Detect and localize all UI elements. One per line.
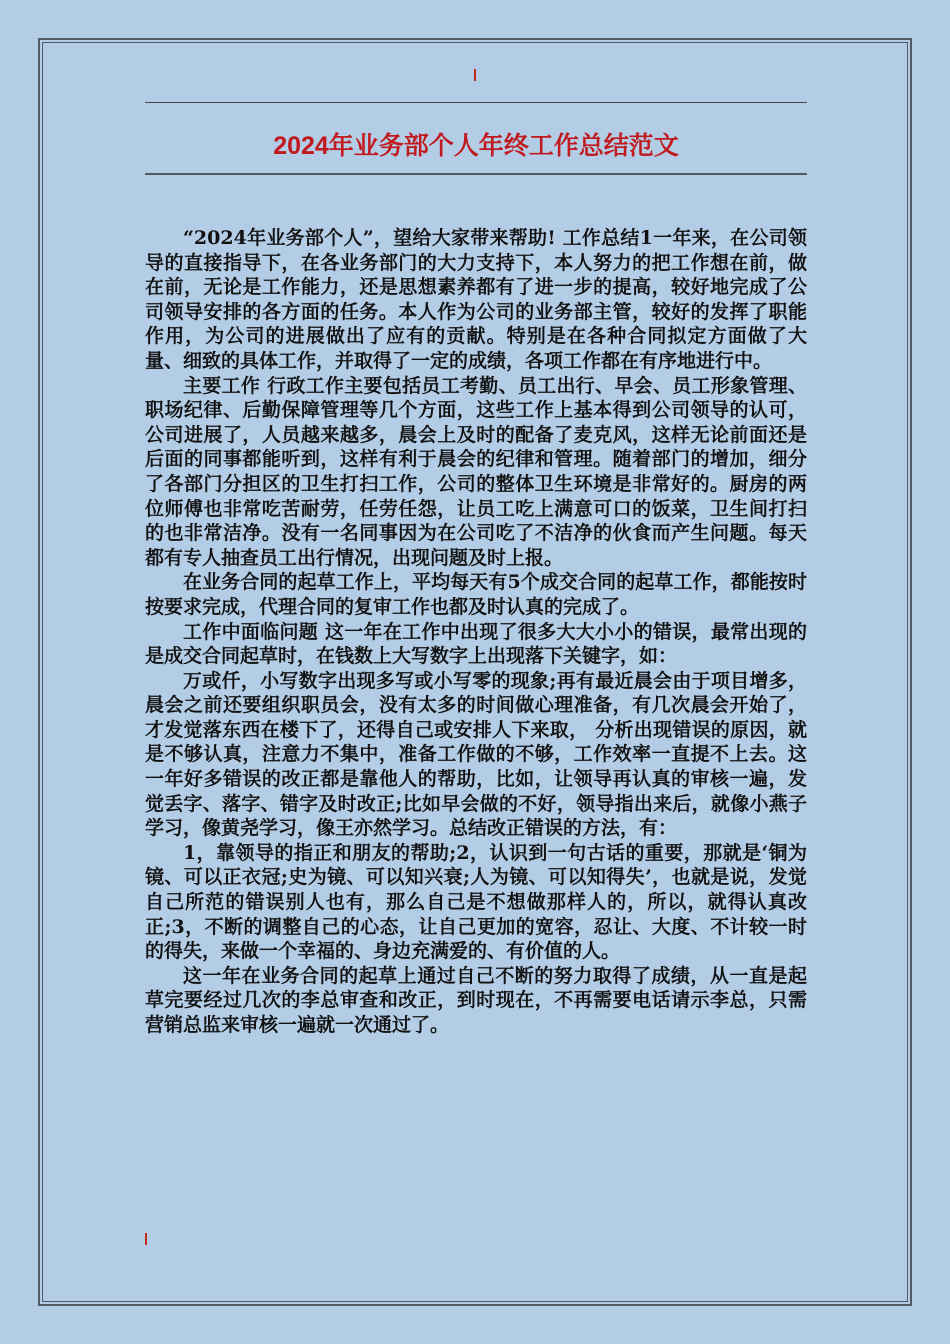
header-rule	[145, 102, 807, 103]
paragraph-contract-drafting: 在业务合同的起草工作上，平均每天有5个成交合同的起草工作，都能按时按要求完成，代理合同的复审工作也都及时认真的完成了。	[145, 571, 807, 618]
paragraph-achievements: 这一年在业务合同的起草上通过自己不断的努力取得了成绩，从一直是起草完要经过几次的李总审查和改正，到时现在，不再需要电话请示李总，只需营销总监来审核一遍就一次通过了。	[145, 964, 807, 1036]
header-cursor-mark	[474, 69, 476, 81]
title-underline-rule	[145, 173, 807, 175]
footer-cursor-mark	[145, 1233, 147, 1245]
paragraph-error-analysis: 万或仟，小写数字出现多写或小写零的现象;再有最近晨会由于项目增多，晨会之前还要组织职员会，没有太多的时间做心理准备，有几次晨会开始了，才发觉落东西在楼下了，还得自己或安排人下来取， 分析出现错误的原因，就是不够认真，注意力不集中，准备工作做的不够，工作效率一直提不上去。这一年好多错误的改正都是靠他人的帮助，比如，让领导再认真的审核一遍，发觉丢字、落字、错字及时改正;比如早会做的不好，领导指出来后，就像小燕子学习，像黄尧学习，像王亦然学习。总结改正错误的方法，有：	[145, 669, 807, 840]
paragraph-correction-methods: 1，靠领导的指正和朋友的帮助;2，认识到一句古话的重要，那就是‘铜为镜、可以正衣冠;史为镜、可以知兴衰;人为镜、可以知得失’，也就是说，发觉自己所范的错误别人也有，那么自己是不想做那样人的，所以，就得认真改正;3，不断的调整自己的心态，让自己更加的宽容，忍让、大度、不计较一时的得失，来做一个幸福的、身边充满爱的、有价值的人。	[145, 841, 807, 963]
document-body	[145, 226, 807, 1038]
paragraph-main-work: 主要工作 行政工作主要包括员工考勤、员工出行、早会、员工形象管理、职场纪律、后勤保障管理等几个方面，这些工作上基本得到公司领导的认可，公司进展了，人员越来越多，晨会上及时的配备了麦克风，这样无论前面还是后面的同事都能听到，这样有利于晨会的纪律和管理。随着部门的增加，细分了各部门分担区的卫生打扫工作，公司的整体卫生环境是非常好的。厨房的两位师傅也非常吃苦耐劳，任劳任怨，让员工吃上满意可口的饭菜，卫生间打扫的也非常洁净。没有一名同事因为在公司吃了不洁净的伙食而产生问题。每天都有专人抽查员工出行情况，出现问题及时上报。	[145, 374, 807, 569]
paragraph-intro: “2024年业务部个人”，望给大家带来帮助! 工作总结1一年来，在公司领导的直接指导下，在各业务部门的大力支持下，本人努力的把工作想在前，做在前，无论是工作能力，还是思想素养都有了进一步的提高，较好地完成了公司领导安排的各方面的任务。本人作为公司的业务部主管，较好的发挥了职能作用，为公司的进展做出了应有的贡献。特别是在各种合同拟定方面做了大量、细致的具体工作，并取得了一定的成绩，各项工作都在有序地进行中。	[145, 227, 807, 372]
document-title: 2024年业务部个人年终工作总结范文	[273, 132, 679, 160]
paragraph-problems: 工作中面临问题 这一年在工作中出现了很多大大小小的错误，最常出现的是成交合同起草时，在钱数上大写数字上出现落下关键字，如：	[145, 620, 807, 668]
